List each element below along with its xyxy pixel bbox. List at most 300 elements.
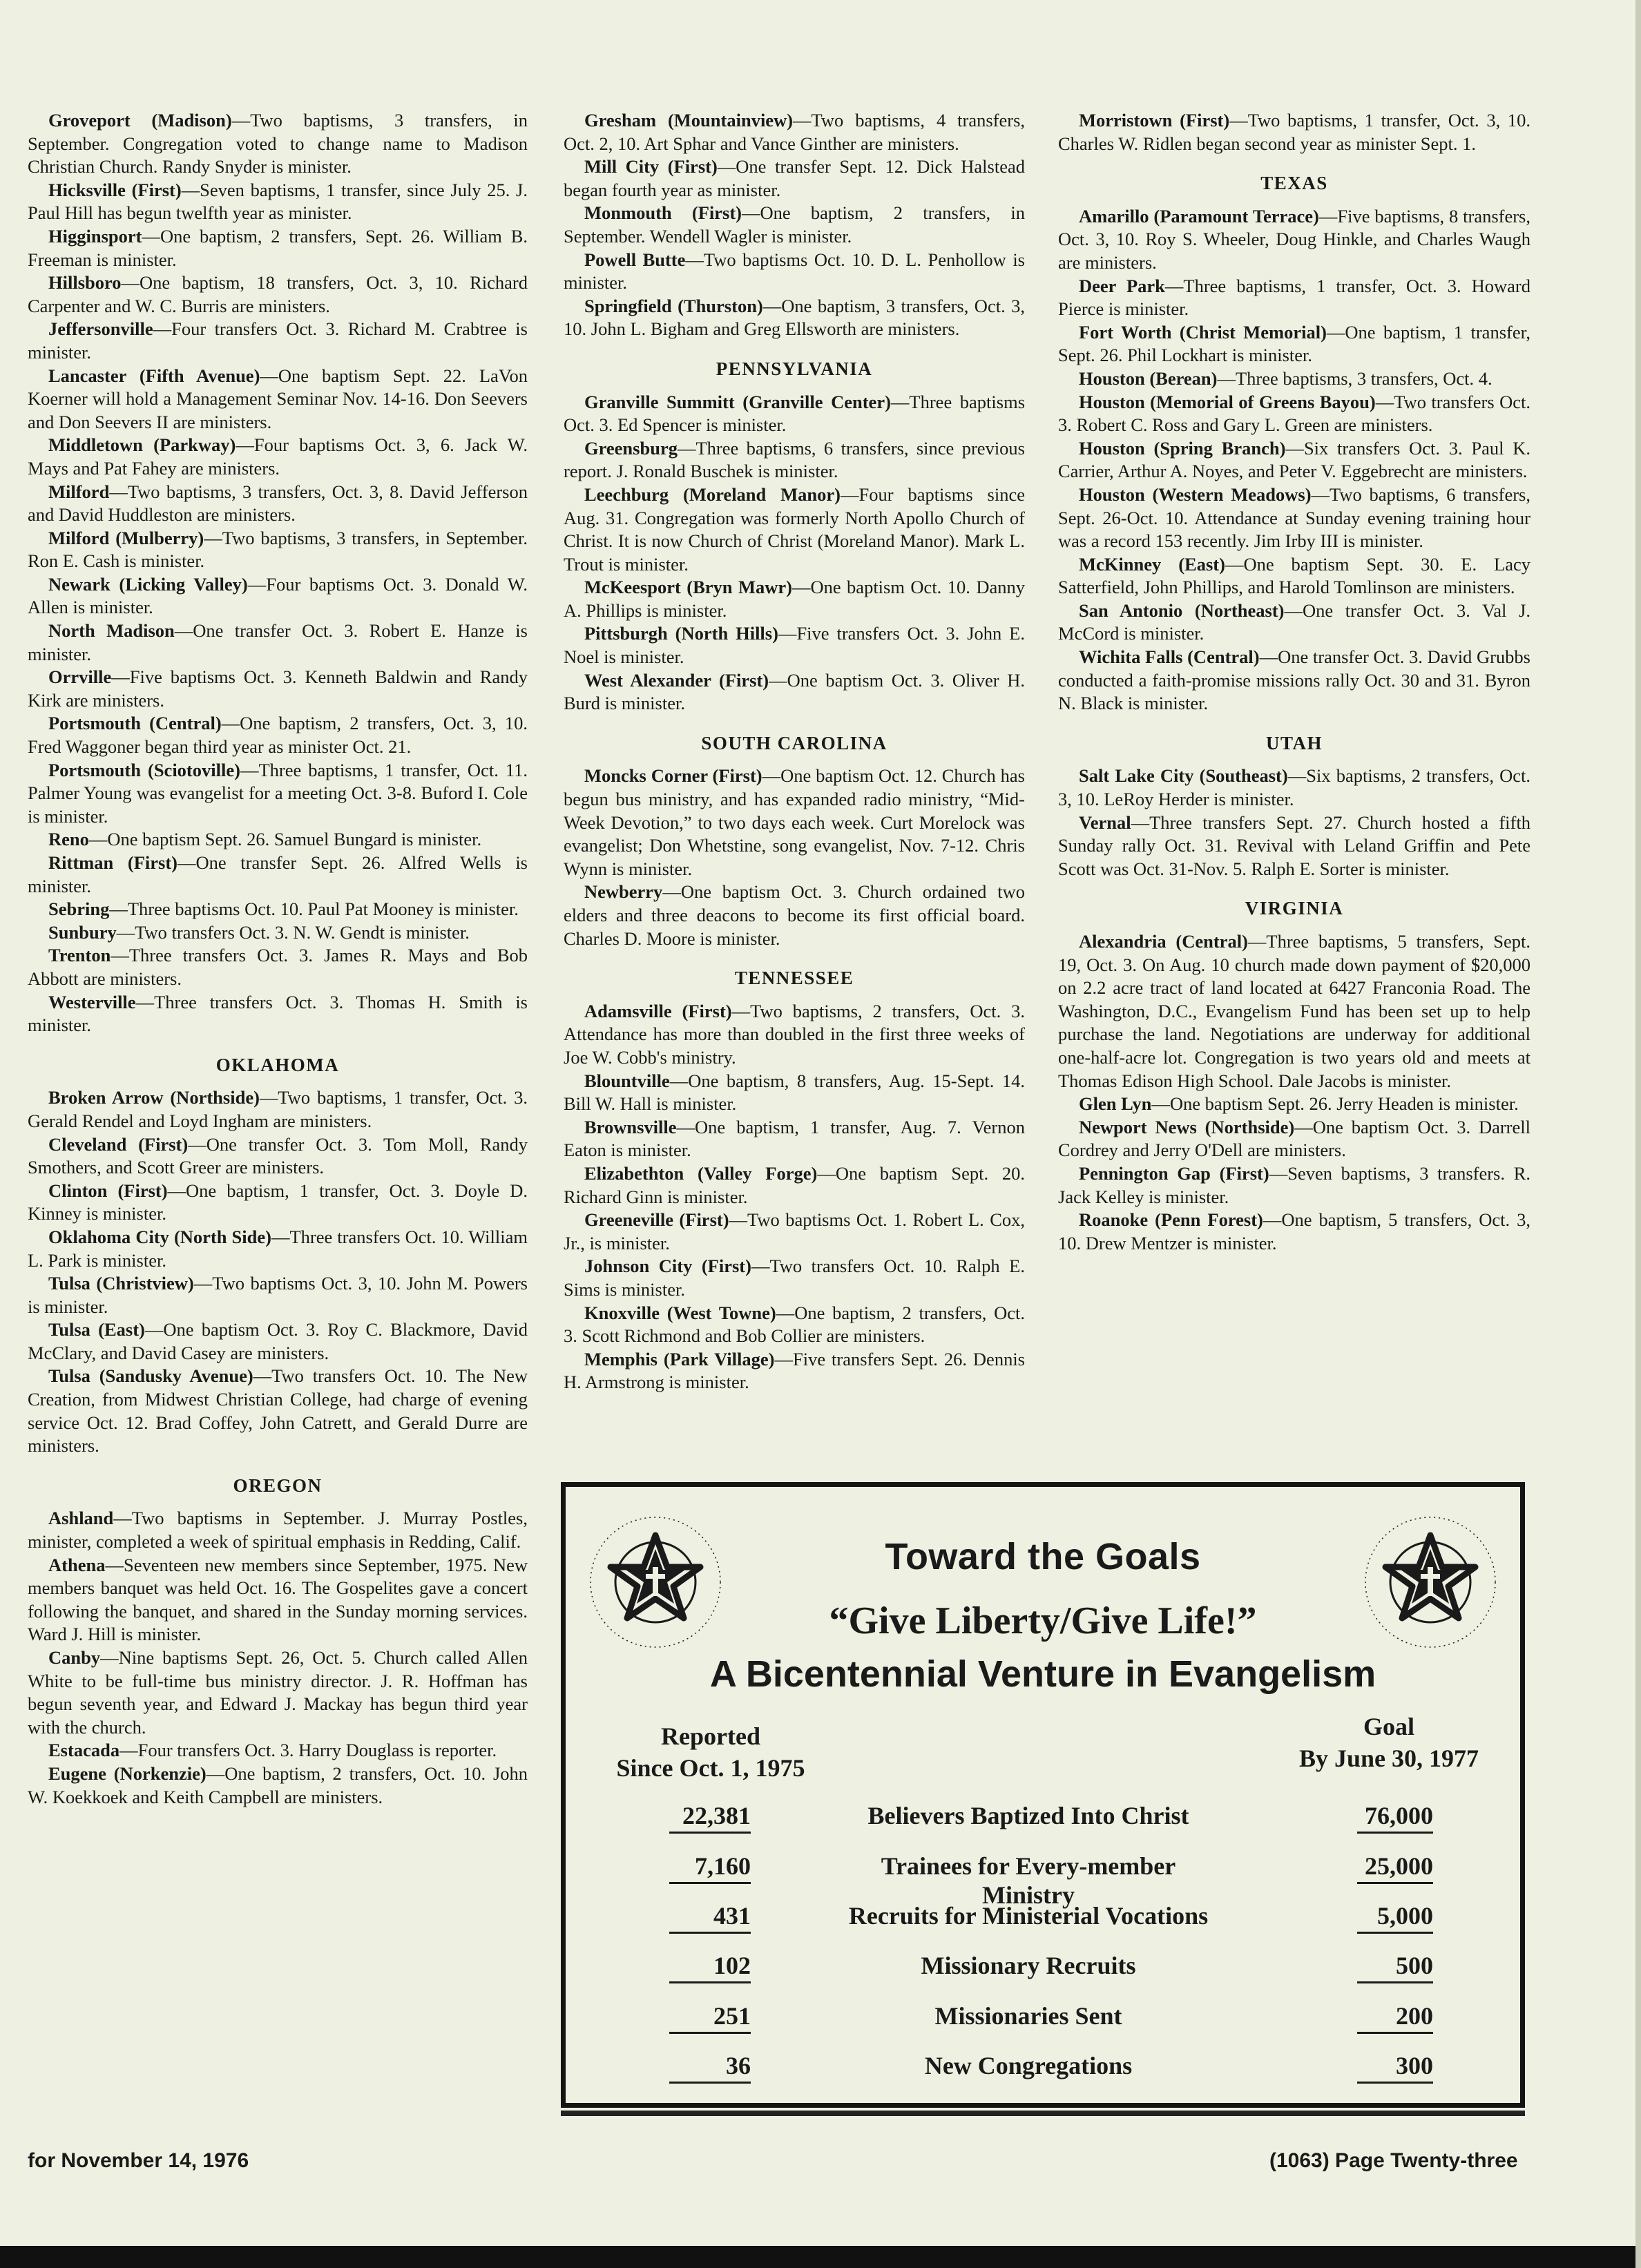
church-name: Granville Summitt (Granville Center) <box>584 391 891 412</box>
church-report: Three baptisms Oct. 3. Ed Spencer is minister. <box>564 391 1026 436</box>
church-entry <box>28 1646 528 1739</box>
church-name: Middletown (Parkway) <box>48 434 236 456</box>
entry-dash: — <box>791 577 811 598</box>
church-name: Ashland <box>48 1508 114 1529</box>
church-entry <box>564 202 1025 248</box>
church-entry <box>564 622 1025 669</box>
church-entry <box>1058 646 1530 715</box>
church-entry <box>564 1000 1025 1070</box>
church-report: Two baptisms, 6 transfers, Sept. 26-Oct. 10. Attendance at Sunday evening training hour was a record 153 recently. Jim Irby III is minister. <box>1058 483 1530 552</box>
church-name: Athena <box>48 1554 106 1575</box>
church-report: Two baptisms, 3 transfers, in September. Congregation voted to change name to Madison Christian Church. Randy Snyder is minister. <box>28 110 528 177</box>
church-name: Greensburg <box>584 437 678 459</box>
church-entry <box>28 573 528 619</box>
church-report: Two baptisms, 1 transfer, Oct. 3, 10. Charles W. Ridlen began second year as minister Sept. 1. <box>1058 110 1531 154</box>
church-name: Mill City (First) <box>584 156 718 177</box>
column-1 <box>28 109 528 1809</box>
church-entry <box>28 109 528 179</box>
church-entry <box>564 1070 1025 1116</box>
church-report: Seven baptisms, 3 transfers. R. Jack Kelley is minister. <box>1058 1162 1530 1207</box>
goal-category: Trainees for Every-member Ministry <box>881 1852 1176 1909</box>
church-name: Hillsboro <box>48 272 122 294</box>
goal-by: By June 30, 1977 <box>1298 1745 1479 1772</box>
church-name: Orrville <box>48 666 112 688</box>
state-heading: OKLAHOMA <box>215 1054 340 1075</box>
entry-dash: — <box>751 1256 770 1277</box>
church-report: One transfer Sept. 12. Dick Halstead began fourth year as minister. <box>564 156 1025 200</box>
church-name: Leechburg (Moreland Manor) <box>584 483 841 505</box>
church-name: Lancaster (Fifth Avenue) <box>48 365 260 386</box>
entry-dash: — <box>1287 765 1307 787</box>
church-entry <box>28 1365 528 1457</box>
church-name: Milford (Mulberry) <box>48 527 204 548</box>
church-name: Gresham (Mountainview) <box>584 110 794 131</box>
church-entry <box>564 437 1025 483</box>
church-name: Hicksville (First) <box>48 179 182 200</box>
church-name: Salt Lake City (Southeast) <box>1079 765 1288 787</box>
church-name: Portsmouth (Sciotoville) <box>48 759 240 780</box>
entry-dash: — <box>100 1647 119 1668</box>
reported-value: 36 <box>669 2051 751 2084</box>
church-entry <box>28 1226 528 1272</box>
church-name: Morristown (First) <box>1079 110 1230 131</box>
church-entry <box>1058 483 1530 553</box>
church-entry <box>28 944 528 990</box>
scan-bottom-edge <box>0 2246 1641 2268</box>
church-report: One baptism, 3 transfers, Oct. 3, 10. John L. Bigham and Greg Ellsworth are ministers. <box>564 295 1025 340</box>
church-name: Sebring <box>48 898 110 920</box>
entry-dash: — <box>729 1209 748 1231</box>
church-name: Groveport (Madison) <box>48 110 232 131</box>
church-report: Three transfers Sept. 27. Church hosted a fifth Sunday rally Oct. 31. Revival with Leland Griffin and Pete Scott was Oct. 31-Nov. 5. Ralph E. Sorter is minister. <box>1058 811 1530 879</box>
church-entry <box>1058 321 1530 367</box>
church-report: Seventeen new members since September, 1975. New members banquet was held Oct. 16. The Gospelites gave a concert following the banquet, and shared in the Sunday morning services. Ward J. Hill is minister. <box>28 1554 528 1645</box>
entry-dash: — <box>221 713 240 734</box>
church-report: Two baptisms, 3 transfers, Oct. 3, 8. David Jefferson and David Huddleston are ministers. <box>28 481 528 526</box>
goal-category: Believers Baptized Into Christ <box>867 1802 1189 1829</box>
church-report: Five baptisms, 8 transfers, Oct. 3, 10. Roy S. Wheeler, Doug Hinkle, and Charles Waugh are ministers. <box>1058 205 1530 273</box>
entry-dash: — <box>247 573 267 595</box>
column-3 <box>1058 109 1530 1255</box>
church-entry <box>564 249 1025 295</box>
entry-dash: — <box>1375 391 1394 412</box>
church-report: Three baptisms, 1 transfer, Oct. 3. Howard Pierce is minister. <box>1058 275 1530 320</box>
church-report: One baptism, 8 transfers, Aug. 15-Sept. 14. Bill W. Hall is minister. <box>564 1070 1025 1115</box>
church-name: Moncks Corner (First) <box>584 765 762 787</box>
entry-dash: — <box>119 1740 138 1761</box>
church-entry <box>1058 437 1530 483</box>
state-heading: UTAH <box>1265 732 1323 753</box>
reported-value: 22,381 <box>669 1801 751 1834</box>
reported-label: Reported <box>661 1722 760 1750</box>
church-name: Westerville <box>48 991 136 1012</box>
church-name: Trenton <box>48 945 111 966</box>
entry-dash: — <box>111 945 129 966</box>
entry-dash: — <box>793 110 812 131</box>
entry-dash: — <box>260 365 278 386</box>
church-report: Two baptisms in September. J. Murray Postles, minister, completed a week of spiritual emphasis in Redding, Calif. <box>28 1508 528 1553</box>
church-name: Houston (Spring Branch) <box>1079 437 1286 459</box>
church-name: Tulsa (East) <box>48 1319 145 1340</box>
church-name: Fort Worth (Christ Memorial) <box>1079 321 1327 343</box>
church-report: One baptism Oct. 12. Church has begun bus ministry, and has expanded radio ministry, “Mid-Week Devotion,” to two days each week. Curt Morelock was evangelist; Don Whetstine, song evangelist, Nov. 7-12. Chris Wynn is minister. <box>564 765 1025 879</box>
goals-box <box>561 1482 1525 2108</box>
church-report: One baptism, 2 transfers, Oct. 10. John W. Koekkoek and Keith Campbell are ministers. <box>28 1762 528 1807</box>
church-name: West Alexander (First) <box>584 669 769 691</box>
church-name: Blountville <box>584 1070 670 1091</box>
church-entry <box>1058 205 1530 275</box>
entry-dash: — <box>240 759 259 780</box>
church-report: One baptism, 2 transfers, Oct. 3. Scott Richmond and Bob Collier are ministers. <box>564 1302 1025 1347</box>
footer-date: for November 14, 1976 <box>28 2149 249 2172</box>
state-heading: PENNSYLVANIA <box>716 358 873 379</box>
church-entry <box>564 669 1025 715</box>
church-report: Two transfers Oct. 10. The New Creation, from Midwest Christian College, had charge of evening service Oct. 12. Brad Coffey, John Catrett, and Gerald Durre are ministers. <box>28 1365 528 1457</box>
church-entry <box>1058 1162 1530 1209</box>
church-entry <box>564 1209 1025 1255</box>
church-name: Glen Lyn <box>1079 1093 1152 1115</box>
church-report: One baptism, 2 transfers, in September. Wendell Wagler is minister. <box>564 202 1025 247</box>
church-name: Newport News (Northside) <box>1079 1116 1295 1137</box>
entry-dash: — <box>1259 646 1278 668</box>
entry-dash: — <box>677 437 696 459</box>
church-report: Four baptisms Oct. 3, 6. Jack W. Mays and Pat Fahey are ministers. <box>28 434 528 479</box>
church-entry <box>564 295 1025 341</box>
church-report: One baptism, 2 transfers, Oct. 3, 10. Fred Waggoner began third year as minister Oct. 21. <box>28 713 528 758</box>
church-name: Brownsville <box>584 1116 677 1137</box>
entry-dash: — <box>135 991 155 1012</box>
church-entry <box>28 1086 528 1133</box>
entry-dash: — <box>1294 1116 1313 1137</box>
entry-dash: — <box>685 249 704 270</box>
church-name: Clinton (First) <box>48 1180 168 1201</box>
entry-dash: — <box>717 156 736 177</box>
church-report: One transfer Oct. 3. David Grubbs conducted a faith-promise missions rally Oct. 30 and 31. Byron N. Black is minister. <box>1058 646 1530 714</box>
column-2 <box>564 109 1025 1394</box>
church-report: One baptism Oct. 3. Church ordained two elders and three deacons to become its first official board. Charles D. Moore is minister. <box>564 881 1025 949</box>
church-entry <box>28 1762 528 1809</box>
church-entry <box>1058 765 1530 811</box>
church-name: Roanoke (Penn Forest) <box>1079 1209 1263 1231</box>
church-name: Greeneville (First) <box>584 1209 729 1231</box>
scan-right-edge <box>1635 0 1641 2268</box>
church-report: Six baptisms, 2 transfers, Oct. 3, 10. LeRoy Herder is minister. <box>1058 765 1531 810</box>
church-entry <box>28 666 528 712</box>
church-entry <box>28 828 528 852</box>
church-report: Four transfers Oct. 3. Richard M. Crabtree is minister. <box>28 318 528 363</box>
church-entry <box>564 109 1025 155</box>
church-name: Tulsa (Christview) <box>48 1273 194 1294</box>
church-report: One baptism, 1 transfer, Sept. 26. Phil Lockhart is minister. <box>1058 321 1530 366</box>
goal-value: 76,000 <box>1357 1801 1433 1834</box>
church-name: Sunbury <box>48 921 117 943</box>
church-name: Houston (Berean) <box>1079 367 1218 389</box>
state-heading: TEXAS <box>1260 173 1328 194</box>
church-entry <box>28 1507 528 1553</box>
entry-dash: — <box>181 179 200 200</box>
church-name: Reno <box>48 829 89 850</box>
entry-dash: — <box>174 620 193 642</box>
church-entry <box>564 576 1025 622</box>
entry-dash: — <box>144 1319 164 1340</box>
church-name: Amarillo (Paramount Terrace) <box>1079 205 1319 227</box>
entry-dash: — <box>1217 367 1236 389</box>
church-report: Five baptisms Oct. 3. Kenneth Baldwin and Randy Kirk are ministers. <box>28 666 528 711</box>
entry-dash: — <box>890 391 910 412</box>
entry-dash: — <box>762 295 782 316</box>
church-report: One baptism, 5 transfers, Oct. 3, 10. Drew Mentzer is minister. <box>1058 1209 1530 1253</box>
church-name: Houston (Memorial of Greens Bayou) <box>1079 391 1376 412</box>
goal-value: 200 <box>1357 2001 1433 2034</box>
entry-dash: — <box>253 1365 272 1387</box>
goals-subheading-2: A Bicentennial Venture in Evangelism <box>709 1653 1376 1695</box>
church-report: One baptism Sept. 30. E. Lacy Satterfield, John Phillips, and Harold Tomlinson are ministers. <box>1058 553 1531 598</box>
entry-dash: — <box>109 898 128 920</box>
church-name: Alexandria (Central) <box>1079 931 1248 952</box>
entry-dash: — <box>153 318 172 340</box>
entry-dash: — <box>1151 1093 1170 1115</box>
state-heading: OREGON <box>233 1474 323 1496</box>
church-entry <box>1058 275 1530 321</box>
church-report: Three transfers Oct. 10. William L. Park is minister. <box>28 1226 528 1271</box>
church-entry <box>28 1272 528 1318</box>
church-name: Estacada <box>48 1740 120 1761</box>
church-report: Two transfers Oct. 3. N. W. Gendt is minister. <box>135 921 470 943</box>
church-entry <box>28 921 528 945</box>
church-entry <box>28 1739 528 1762</box>
church-report: Five transfers Oct. 3. John E. Noel is minister. <box>564 623 1025 668</box>
church-report: One transfer Sept. 26. Alfred Wells is minister. <box>28 852 528 896</box>
goal-value: 300 <box>1357 2051 1433 2084</box>
church-name: Canby <box>48 1647 101 1668</box>
church-report: One baptism, 1 transfer, Aug. 7. Vernon Eaton is minister. <box>564 1116 1025 1161</box>
church-report: One transfer Oct. 3. Tom Moll, Randy Smothers, and Scott Greer are ministers. <box>28 1133 528 1178</box>
church-entry <box>28 712 528 758</box>
church-entry <box>1058 1209 1530 1255</box>
goal-value: 25,000 <box>1357 1852 1433 1884</box>
church-name: Newberry <box>584 881 663 903</box>
entry-dash: — <box>105 1554 124 1575</box>
church-report: One baptism Oct. 3. Darrell Cordrey and Jerry O'Dell are ministers. <box>1058 1116 1530 1161</box>
church-entry <box>1058 391 1530 437</box>
entry-dash: — <box>776 1302 795 1323</box>
entry-dash: — <box>774 1348 793 1370</box>
entry-dash: — <box>1318 205 1338 227</box>
reported-value: 7,160 <box>669 1852 751 1884</box>
church-entry <box>28 271 528 318</box>
church-entry <box>564 1348 1025 1394</box>
church-entry <box>564 391 1025 437</box>
entry-dash: — <box>778 623 797 644</box>
church-entry <box>1058 109 1530 155</box>
church-entry <box>564 765 1025 881</box>
entry-dash: — <box>1285 437 1304 459</box>
church-name: San Antonio (Northeast) <box>1079 599 1285 621</box>
church-report: Seven baptisms, 1 transfer, since July 25. J. Paul Hill has begun twelfth year as minister. <box>28 179 528 224</box>
entry-dash: — <box>204 527 222 548</box>
church-name: Springfield (Thurston) <box>584 295 763 316</box>
church-name: Houston (Western Meadows) <box>1079 483 1312 505</box>
reported-header <box>607 1720 814 1784</box>
church-entry <box>564 1116 1025 1162</box>
church-name: North Madison <box>48 620 175 642</box>
church-report: Two baptisms, 1 transfer, Oct. 3. Gerald Rendel and Loyd Ingham are ministers. <box>28 1087 528 1131</box>
church-entry <box>564 881 1025 950</box>
state-heading: SOUTH CAROLINA <box>701 732 887 753</box>
church-name: Milford <box>48 481 110 502</box>
church-report: One baptism, 2 transfers, Sept. 26. William B. Freeman is minister. <box>28 225 528 270</box>
church-report: Three baptisms, 5 transfers, Sept. 19, Oct. 3. On Aug. 10 church made down payment of $20,000 on 2.2 acre tract of land located at 6427 Franconia Road. The Washington, D.C., Evangelism Fund has been set up to help purchase the land. Negotiations are underway for additional one-half-acre lot. Congregation is two years old and meets at Thomas Edison High School. Dale Jacobs is minister. <box>1058 931 1530 1091</box>
church-report: Two baptisms, 2 transfers, Oct. 3. Attendance has more than doubled in the first three weeks of Joe W. Cobb's ministry. <box>564 1000 1025 1068</box>
church-entry <box>28 527 528 573</box>
church-entry <box>28 179 528 225</box>
church-report: One baptism Oct. 10. Danny A. Phillips is minister. <box>564 577 1025 621</box>
church-entry <box>1058 367 1530 391</box>
church-entry <box>1058 930 1530 1093</box>
entry-dash: — <box>1225 553 1244 575</box>
entry-dash: — <box>231 110 251 131</box>
entry-dash: — <box>177 852 196 873</box>
goal-row <box>566 1901 1520 1936</box>
entry-dash: — <box>271 1226 290 1247</box>
church-report: Four baptisms since Aug. 31. Congregation was formerly North Apollo Church of Christ. It is now Church of Christ (Moreland Manor). Mark L. Trout is minister. <box>564 483 1025 575</box>
goals-box-shadow <box>561 2111 1525 2116</box>
church-name: Eugene (Norkenzie) <box>48 1762 207 1784</box>
church-name: Newark (Licking Valley) <box>48 573 248 595</box>
entry-dash: — <box>188 1133 207 1155</box>
church-entry <box>564 483 1025 576</box>
entry-dash: — <box>1164 275 1184 296</box>
church-name: Portsmouth (Central) <box>48 713 222 734</box>
goals-heading: Toward the Goals <box>885 1536 1201 1577</box>
church-report: Three transfers Oct. 3. Thomas H. Smith is minister. <box>28 991 528 1036</box>
church-name: Higginsport <box>48 225 142 247</box>
church-report: One baptism, 18 transfers, Oct. 3, 10. Richard Carpenter and W. C. Burris are ministers. <box>28 272 528 316</box>
entry-dash: — <box>1131 811 1150 833</box>
church-name: Monmouth (First) <box>584 202 742 224</box>
goal-value: 5,000 <box>1357 1901 1433 1934</box>
church-entry <box>28 852 528 898</box>
church-name: Vernal <box>1079 811 1131 833</box>
entry-dash: — <box>109 481 128 502</box>
church-name: Knoxville (West Towne) <box>584 1302 776 1323</box>
goal-category: Missionaries Sent <box>934 2002 1122 2030</box>
church-entry <box>1058 599 1530 646</box>
church-report: One baptism Oct. 3. Oliver H. Burd is minister. <box>564 669 1025 714</box>
church-entry <box>1058 811 1530 881</box>
church-report: Five transfers Sept. 26. Dennis H. Armstrong is minister. <box>564 1348 1025 1393</box>
entry-dash: — <box>1269 1162 1288 1184</box>
church-name: Elizabethton (Valley Forge) <box>584 1162 818 1184</box>
church-name: Adamsville (First) <box>584 1000 732 1021</box>
church-report: Two transfers Oct. 10. Ralph E. Sims is minister. <box>564 1256 1025 1300</box>
goal-category: Recruits for Ministerial Vocations <box>848 1902 1209 1930</box>
church-entry <box>564 1162 1025 1209</box>
entry-dash: — <box>742 202 760 224</box>
church-report: Six transfers Oct. 3. Paul K. Carrier, Arthur A. Noyes, and Peter V. Eggebrecht are ministers. <box>1058 437 1531 482</box>
church-entry <box>564 155 1025 202</box>
goal-category: Missionary Recruits <box>921 1952 1136 1979</box>
church-entry <box>564 1255 1025 1301</box>
church-name: McKinney (East) <box>1079 553 1225 575</box>
entry-dash: — <box>662 881 681 903</box>
church-entry <box>28 898 528 921</box>
church-report: One baptism Oct. 3. Roy C. Blackmore, David McClary, and David Casey are ministers. <box>28 1319 528 1363</box>
goal-row <box>566 1852 1520 1909</box>
entry-dash: — <box>142 225 160 247</box>
entry-dash: — <box>1229 110 1248 131</box>
entry-dash: — <box>116 921 135 943</box>
church-entry <box>28 1554 528 1646</box>
goal-value: 500 <box>1357 1951 1433 1983</box>
goal-row <box>566 1801 1520 1836</box>
church-name: Pittsburgh (North Hills) <box>584 623 778 644</box>
church-entry <box>28 365 528 434</box>
entry-dash: — <box>1263 1209 1282 1231</box>
church-report: Three baptisms Oct. 10. Paul Pat Mooney is minister. <box>127 898 519 920</box>
church-report: Two baptisms, 3 transfers, in September. Ron E. Cash is minister. <box>28 527 528 572</box>
church-report: Two baptisms Oct. 1. Robert L. Cox, Jr., is minister. <box>564 1209 1025 1253</box>
church-name: Oklahoma City (North Side) <box>48 1226 271 1247</box>
church-report: Two baptisms, 4 transfers, Oct. 2, 10. Art Sphar and Vance Ginther are ministers. <box>564 110 1026 154</box>
reported-since: Since Oct. 1, 1975 <box>616 1754 805 1782</box>
church-name: Rittman (First) <box>48 852 177 873</box>
church-report: One transfer Oct. 3. Val J. McCord is minister. <box>1058 599 1530 644</box>
church-report: Two transfers Oct. 3. Robert C. Ross and Gary L. Green are ministers. <box>1058 391 1530 436</box>
entry-dash: — <box>1247 931 1267 952</box>
entry-dash: — <box>236 434 254 456</box>
entry-dash: — <box>841 483 859 505</box>
church-entry <box>1058 1093 1530 1116</box>
church-report: Three baptisms, 6 transfers, since previous report. J. Ronald Buschek is minister. <box>564 437 1025 482</box>
church-report: Three baptisms, 3 transfers, Oct. 4. <box>1235 367 1493 389</box>
church-report: One transfer Oct. 3. Robert E. Hanze is minister. <box>28 620 528 664</box>
church-entry <box>28 1133 528 1180</box>
entry-dash: — <box>731 1000 751 1021</box>
church-name: Wichita Falls (Central) <box>1079 646 1260 668</box>
entry-dash: — <box>206 1762 225 1784</box>
church-report: One baptism Sept. 22. LaVon Koerner will hold a Management Seminar Nov. 14-16. Don Seevers and Don Seevers II are ministers. <box>28 365 528 432</box>
reported-value: 251 <box>669 2001 751 2034</box>
church-name: Johnson City (First) <box>584 1256 751 1277</box>
church-entry <box>28 225 528 271</box>
church-entry <box>1058 553 1530 599</box>
goal-label: Goal <box>1363 1713 1414 1740</box>
church-entry <box>564 1302 1025 1348</box>
entry-dash: — <box>88 829 108 850</box>
church-report: Four baptisms Oct. 3. Donald W. Allen is minister. <box>28 573 528 618</box>
church-name: Memphis (Park Village) <box>584 1348 775 1370</box>
church-entry <box>28 619 528 666</box>
church-report: One baptism Sept. 26. Jerry Headen is minister. <box>1169 1093 1519 1115</box>
church-name: Jeffersonville <box>48 318 153 340</box>
entry-dash: — <box>1284 599 1303 621</box>
entry-dash: — <box>111 666 130 688</box>
church-entry <box>28 1180 528 1226</box>
church-entry <box>28 759 528 829</box>
church-report: Three baptisms, 1 transfer, Oct. 11. Palmer Young was evangelist for a meeting Oct. 3-8. Buford I. Cole is minister. <box>28 759 528 827</box>
entry-dash: — <box>669 1070 689 1091</box>
goal-row <box>566 1951 1520 1986</box>
church-report: Four transfers Oct. 3. Harry Douglass is reporter. <box>137 1740 497 1761</box>
reported-value: 102 <box>669 1951 751 1983</box>
entry-dash: — <box>769 669 787 691</box>
entry-dash: — <box>1311 483 1330 505</box>
church-name: Pennington Gap (First) <box>1079 1162 1269 1184</box>
church-report: Two baptisms Oct. 10. D. L. Penhollow is minister. <box>564 249 1025 294</box>
church-entry <box>28 1318 528 1365</box>
church-report: One baptism Sept. 26. Samuel Bungard is minister. <box>107 829 482 850</box>
